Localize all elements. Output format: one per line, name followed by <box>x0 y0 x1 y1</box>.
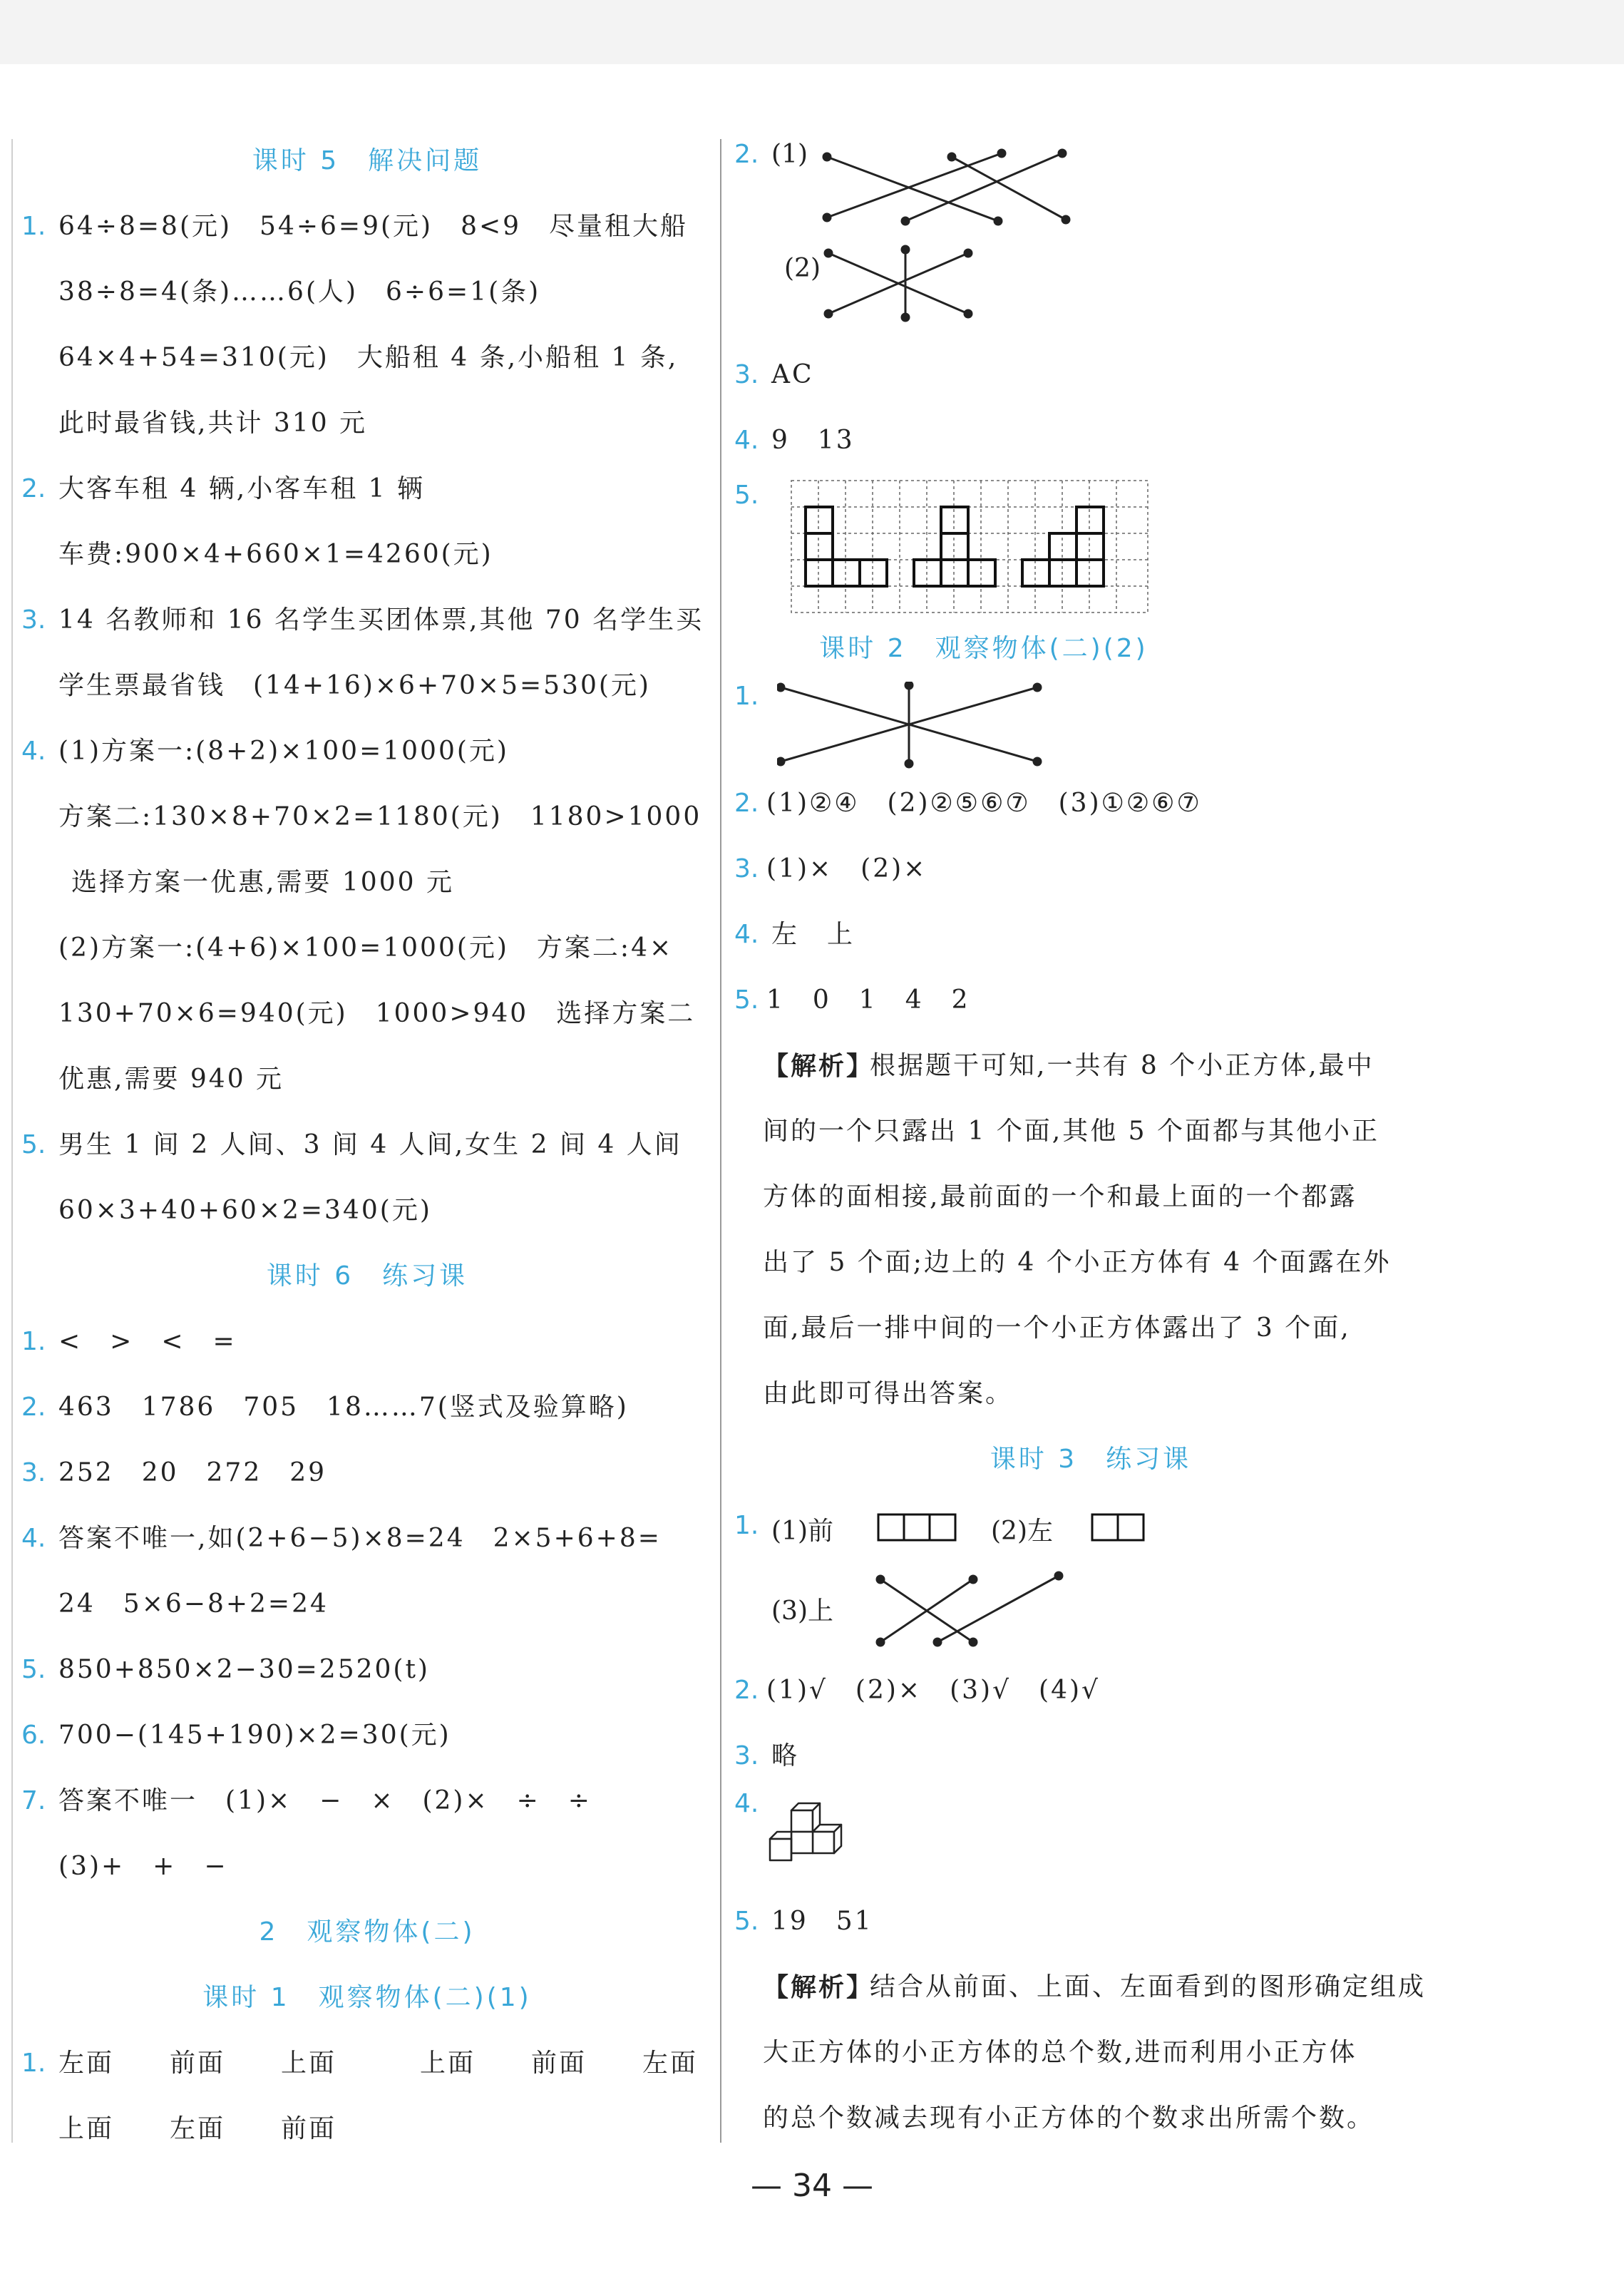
column-divider <box>720 139 721 2143</box>
sub-label: (1)前 <box>771 1517 833 1546</box>
answer-line: 9 13 <box>771 426 855 455</box>
crossing-lines-diagram <box>806 128 1105 242</box>
answer-line: 大客车租 4 辆,小客车租 1 辆 <box>58 474 426 503</box>
cube-stack-diagram <box>763 1793 863 1871</box>
figure-2-2 <box>734 242 1611 342</box>
item-number: 4. <box>734 920 759 949</box>
item-number: 2. <box>21 474 46 503</box>
analysis-line: 大正方体的小正方体的总个数,进而利用小正方体 <box>763 2038 1357 2067</box>
item-number: 2. <box>734 789 759 818</box>
figure-views-1 <box>734 1492 1611 1558</box>
answer-line: 上面 左面 前面 <box>58 2114 337 2143</box>
item-number: 4. <box>734 426 759 455</box>
front-view-diagram <box>877 1510 962 1546</box>
item-number: 4. <box>21 1524 46 1553</box>
left-margin-rule <box>11 139 13 2143</box>
answer-line: 车费:900×4+660×1=4260(元) <box>58 540 493 569</box>
left-column <box>21 128 713 2162</box>
item-number: 4. <box>21 737 46 766</box>
answer-line: (1)√ (2)× (3)√ (4)√ <box>766 1676 1100 1705</box>
item-number: 1. <box>734 1511 759 1540</box>
section-heading: 课时 2 观察物体(二)(2) <box>819 634 1148 663</box>
answer-line: 左面 前面 上面 上面 前面 左面 <box>58 2049 699 2078</box>
analysis-line: 结合从前面、上面、左面看到的图形确定组成 <box>870 1972 1427 2001</box>
answer-line: (1)②④ (2)②⑤⑥⑦ (3)①②⑥⑦ <box>766 789 1202 818</box>
answer-line: 略 <box>771 1741 800 1770</box>
figure-views-3 <box>734 1558 1611 1658</box>
item-number: 6. <box>21 1721 46 1750</box>
analysis-line: 的总个数减去现有小正方体的个数求出所需个数。 <box>763 2103 1375 2133</box>
answer-line: 1 0 1 4 2 <box>766 985 970 1015</box>
item-number: 1. <box>21 1327 46 1356</box>
item-number: 2. <box>734 1676 759 1705</box>
answer-line: 130+70×6=940(元) 1000>940 选择方案二 <box>58 999 696 1028</box>
right-column <box>734 128 1611 2151</box>
analysis-line: 根据题干可知,一共有 8 个小正方体,最中 <box>870 1051 1374 1080</box>
item-number: 2. <box>734 140 759 169</box>
sub-label: (3)上 <box>771 1596 833 1626</box>
answer-line: 优惠,需要 940 元 <box>58 1065 284 1094</box>
answer-line: 此时最省钱,共计 310 元 <box>58 409 368 438</box>
answer-line: (3)+ + − <box>58 1852 228 1881</box>
scan-top-band <box>0 0 1624 64</box>
sub-label: (2) <box>784 254 821 283</box>
chapter-heading: 2 观察物体(二) <box>259 1917 476 1947</box>
page-number: — 34 — <box>751 2168 873 2204</box>
figure-1-star <box>734 682 1611 771</box>
item-number: 1. <box>21 212 46 241</box>
analysis-label: 【解析】 <box>763 1051 875 1081</box>
answer-line: AC <box>771 360 814 389</box>
analysis-line: 面,最后一排中间的一个小正方体露出了 3 个面, <box>763 1313 1351 1343</box>
left-view-diagram <box>1091 1510 1155 1546</box>
answer-line: 男生 1 间 2 人间、3 间 4 人间,女生 2 间 4 人间 <box>58 1130 682 1159</box>
analysis-line: 间的一个只露出 1 个面,其他 5 个面都与其他小正 <box>763 1117 1380 1146</box>
item-number: 3. <box>734 1741 759 1770</box>
star-lines-diagram <box>806 242 1105 342</box>
item-number: 3. <box>734 360 759 389</box>
answer-line: 选择方案一优惠,需要 1000 元 <box>71 868 454 897</box>
answer-line: 左 上 <box>771 920 855 949</box>
item-number: 4. <box>734 1789 759 1818</box>
answer-line: 学生票最省钱 (14+16)×6+70×5=530(元) <box>58 671 651 700</box>
item-number: 5. <box>734 481 759 510</box>
answer-line: 答案不唯一 (1)× − × (2)× ÷ ÷ <box>58 1786 592 1815</box>
analysis-line: 由此即可得出答案。 <box>763 1379 1014 1408</box>
sub-label: (1) <box>771 140 808 169</box>
item-number: 3. <box>21 605 46 635</box>
figure-2-1 <box>734 128 1611 242</box>
figure-5-grid <box>734 473 1611 616</box>
answer-line: 19 51 <box>771 1907 873 1936</box>
answer-line: 60×3+40+60×2=340(元) <box>58 1196 432 1225</box>
section-heading: 课时 1 观察物体(二)(1) <box>202 1983 532 2012</box>
sub-label: (2)左 <box>991 1517 1053 1546</box>
answer-line: 252 20 272 29 <box>58 1458 327 1487</box>
figure-4-cubes <box>734 1789 1611 1889</box>
block-grid-diagram <box>777 473 1162 616</box>
answer-line: 38÷8=4(条)……6(人) 6÷6=1(条) <box>58 277 541 307</box>
item-number: 1. <box>734 682 759 711</box>
item-number: 7. <box>21 1786 46 1815</box>
answer-line: 850+850×2−30=2520(t) <box>58 1655 430 1684</box>
section-heading: 课时 5 解决问题 <box>252 146 483 175</box>
section-heading: 课时 3 练习课 <box>990 1445 1192 1474</box>
star-lines-diagram <box>777 682 1076 771</box>
answer-line: (2)方案一:(4+6)×100=1000(元) 方案二:4× <box>58 933 674 963</box>
analysis-line: 方体的面相接,最前面的一个和最上面的一个都露 <box>763 1182 1357 1211</box>
analysis-label: 【解析】 <box>763 1972 875 2002</box>
answer-line: 方案二:130×8+70×2=1180(元) 1180>1000 <box>58 802 702 831</box>
item-number: 5. <box>734 1907 759 1936</box>
top-view-lines-diagram <box>870 1565 1069 1651</box>
answer-line: (1)方案一:(8+2)×100=1000(元) <box>58 737 509 766</box>
answer-line: 14 名教师和 16 名学生买团体票,其他 70 名学生买 <box>58 605 704 635</box>
answer-line: (1)× (2)× <box>766 854 927 883</box>
analysis-line: 出了 5 个面;边上的 4 个小正方体有 4 个面露在外 <box>763 1248 1392 1277</box>
item-number: 3. <box>734 854 759 883</box>
answer-line: 64÷8=8(元) 54÷6=9(元) 8<9 尽量租大船 <box>58 212 689 241</box>
item-number: 5. <box>734 985 759 1015</box>
answer-line: 700−(145+190)×2=30(元) <box>58 1721 451 1750</box>
answer-line: 463 1786 705 18……7(竖式及验算略) <box>58 1393 629 1422</box>
item-number: 1. <box>21 2049 46 2078</box>
item-number: 5. <box>21 1130 46 1159</box>
answer-line: 24 5×6−8+2=24 <box>58 1589 329 1619</box>
answer-line: 答案不唯一,如(2+6−5)×8=24 2×5+6+8= <box>58 1524 662 1553</box>
answer-line: 64×4+54=310(元) 大船租 4 条,小船租 1 条, <box>58 343 679 372</box>
item-number: 2. <box>21 1393 46 1422</box>
answer-line: < > < = <box>58 1327 237 1356</box>
item-number: 3. <box>21 1458 46 1487</box>
item-number: 5. <box>21 1655 46 1684</box>
section-heading: 课时 6 练习课 <box>266 1261 468 1291</box>
